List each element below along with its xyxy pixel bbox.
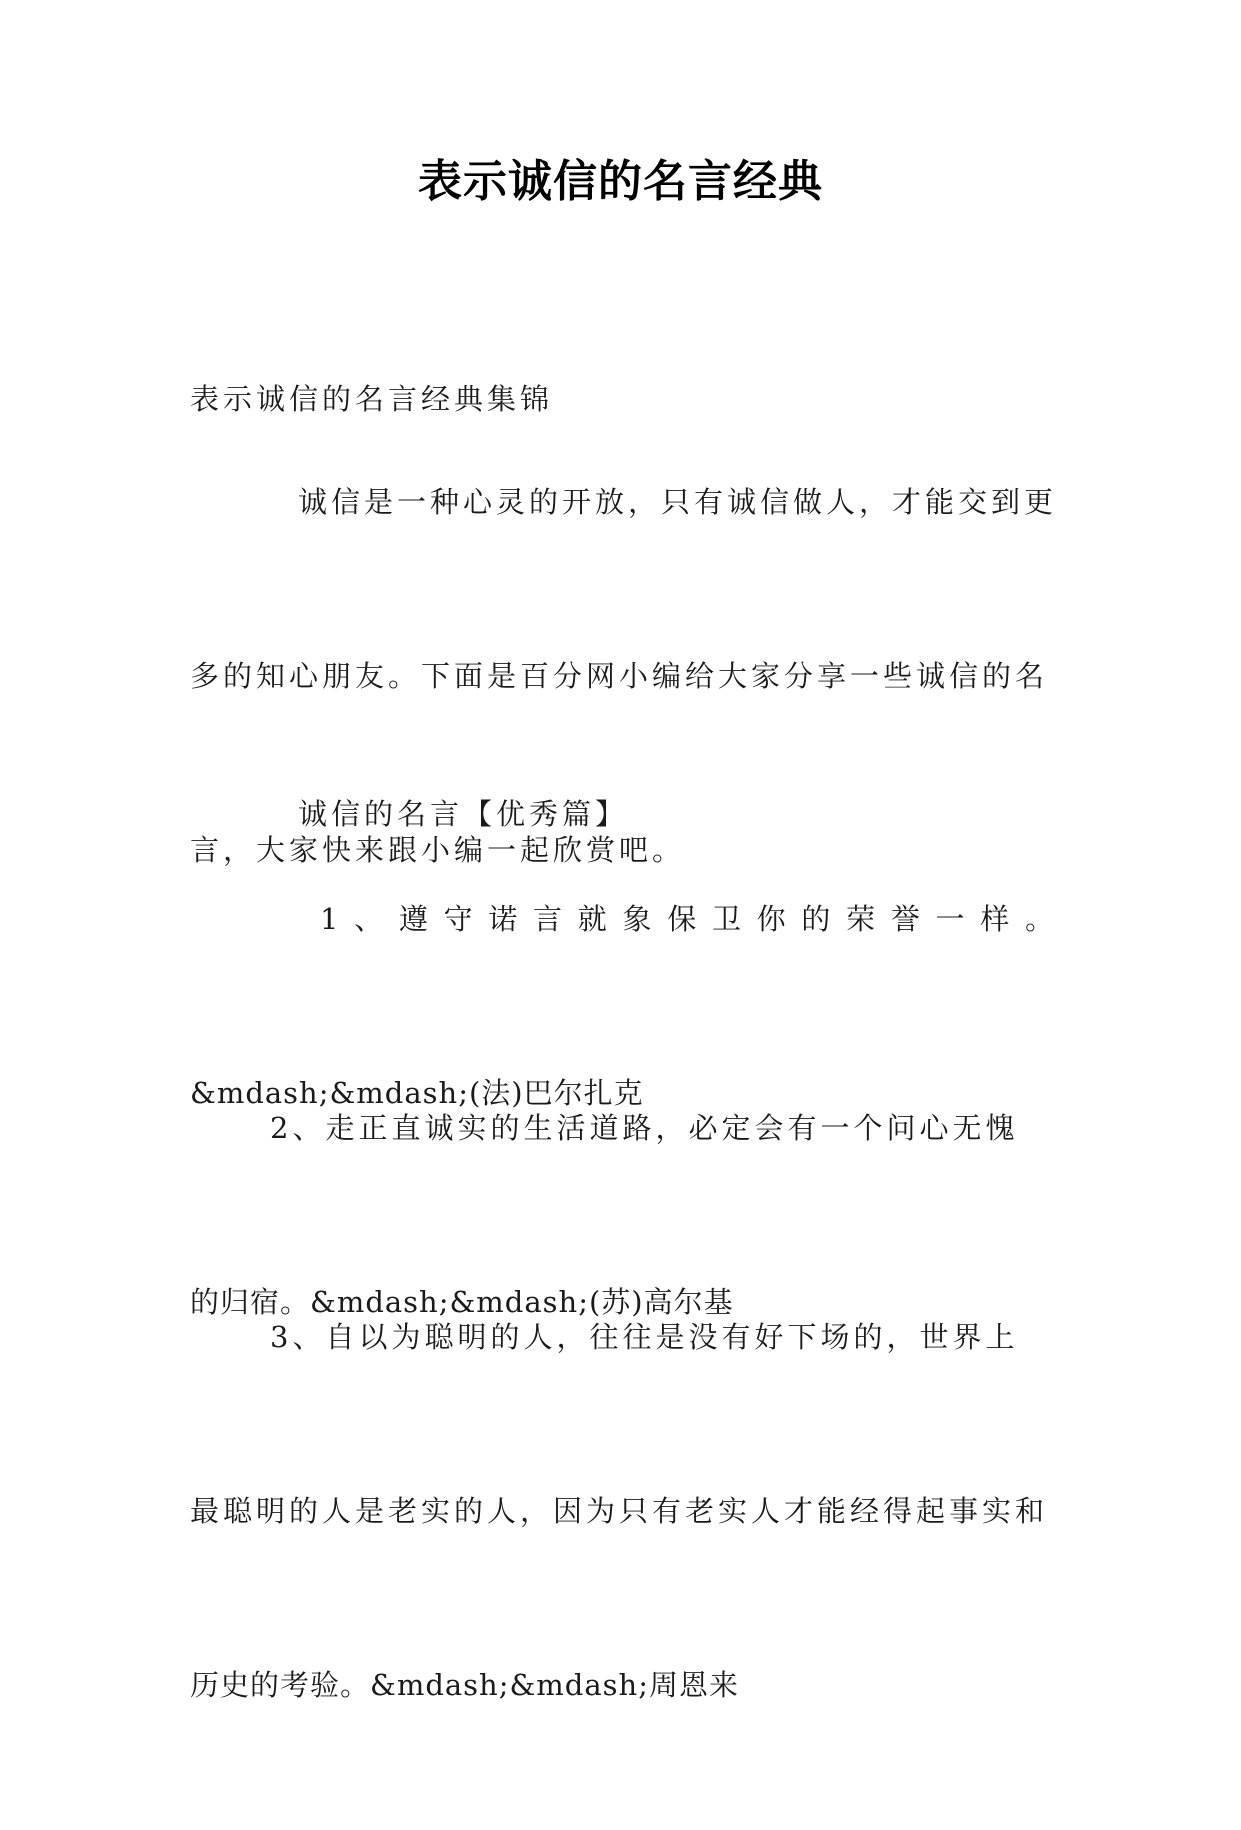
document-title: 表示诚信的名言经典 <box>418 156 823 207</box>
quote-3-line-2: 最聪明的人是老实的人，因为只有老实人才能经得起事实和 <box>190 1494 1049 1528</box>
quote-3-line-3: 历史的考验。&mdash;&mdash;周恩来 <box>190 1668 739 1702</box>
intro-line-3: 言，大家快来跟小编一起欣赏吧。 <box>190 833 686 867</box>
quote-1-line-2: &mdash;&mdash;(法)巴尔扎克 <box>190 1076 644 1110</box>
intro-line-2: 多的知心朋友。下面是百分网小编给大家分享一些诚信的名 <box>190 659 1049 693</box>
quote-2-line-1: 2、走正直诚实的生活道路，必定会有一个问心无愧 <box>270 1111 1019 1145</box>
intro-line-1: 诚信是一种心灵的开放，只有诚信做人，才能交到更 <box>298 485 1058 519</box>
subtitle-line: 表示诚信的名言经典集锦 <box>190 382 554 416</box>
section-heading-text: 诚信的名言【优秀篇】 <box>298 797 629 831</box>
quote-1-line-1: 1、遵守诺言就象保卫你的荣誉一样。 <box>320 902 1058 936</box>
quote-2-line-2: 的归宿。&mdash;&mdash;(苏)高尔基 <box>190 1285 734 1319</box>
quote-3 <box>190 1192 1058 1830</box>
quote-3-line-1: 3、自以为聪明的人，往往是没有好下场的，世界上 <box>270 1320 1019 1354</box>
